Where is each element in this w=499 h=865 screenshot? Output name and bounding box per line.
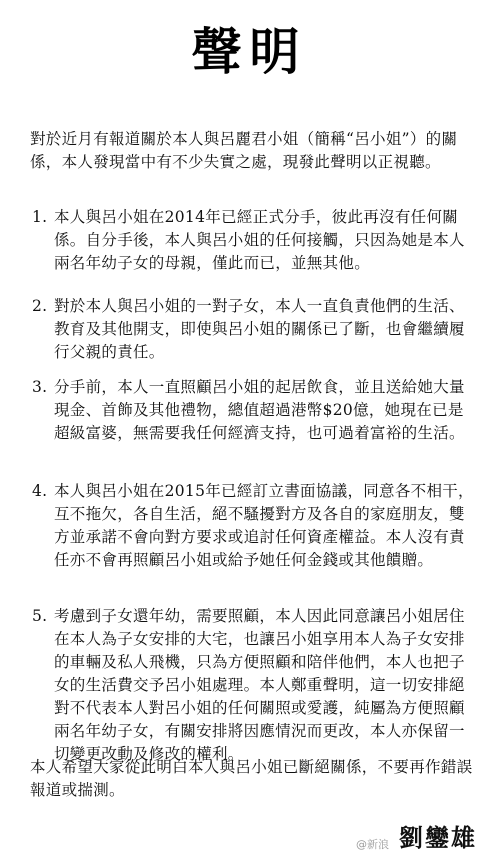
closing-paragraph: 本人希望大家從此明白本人與呂小姐已斷絕關係，不要再作錯誤報道或揣測。 bbox=[30, 758, 473, 799]
statement-item-2 bbox=[32, 295, 478, 364]
intro-paragraph: 對於近月有報道關於本人與呂麗君小姐（簡稱“呂小姐”）的關係，本人發現當中有不少失實之處，現發此聲明以正視聽。 bbox=[30, 130, 458, 171]
statement-item-1 bbox=[32, 206, 478, 275]
item-number: 4. bbox=[32, 482, 48, 500]
item-number: 5. bbox=[32, 607, 48, 625]
signature: 劉鑾雄 bbox=[399, 824, 477, 852]
statement-item-4 bbox=[32, 480, 478, 572]
statement-item-3 bbox=[32, 376, 478, 445]
item-text: 本人與呂小姐在2015年已經訂立書面協議，同意各不相干，互不拖欠，各自生活，絕不騷擾對方及各自的家庭朋友，雙方並承諾不會向對方要求或追討任何資產權益。本人沒有責任亦不會再照顧呂小姐或給予她任何金錢或其他饋贈。 bbox=[54, 482, 474, 569]
item-number: 3. bbox=[32, 378, 48, 396]
item-number: 2. bbox=[32, 297, 48, 315]
document-title: 聲明 bbox=[191, 23, 308, 81]
item-text: 本人與呂小姐在2014年已經正式分手，彼此再沒有任何關係。自分手後，本人與呂小姐的任何接觸，只因為她是本人兩名年幼子女的母親，僅此而已，並無其他。 bbox=[54, 208, 465, 272]
item-text: 考慮到子女還年幼，需要照顧，本人因此同意讓呂小姐居住在本人為子女安排的大宅，也讓呂小姐享用本人為子女安排的車輛及私人飛機，只為方便照顧和陪伴他們，本人也把子女的生活費交予呂小姐處理。本人鄭重聲明，這一切安排絕對不代表本人對呂小姐的任何關照或愛護，純屬為方便照顧兩名年幼子女，有關安排將因應情況而更改，本人亦保留一切變更改動及修改的權利。 bbox=[54, 607, 465, 763]
item-text: 分手前，本人一直照顧呂小姐的起居飲食，並且送給她大量現金、首飾及其他禮物，總值超過港幣$20億，她現在已是超級富婆，無需要我任何經濟支持，也可過着富裕的生活。 bbox=[54, 378, 465, 442]
item-number: 1. bbox=[32, 208, 48, 226]
weibo-watermark: @新浪 bbox=[356, 838, 389, 851]
statement-item-5 bbox=[32, 605, 478, 766]
item-text: 對於本人與呂小姐的一對子女，本人一直負責他們的生活、教育及其他開支，即使與呂小姐的關係已了斷，也會繼續履行父親的責任。 bbox=[54, 297, 465, 361]
